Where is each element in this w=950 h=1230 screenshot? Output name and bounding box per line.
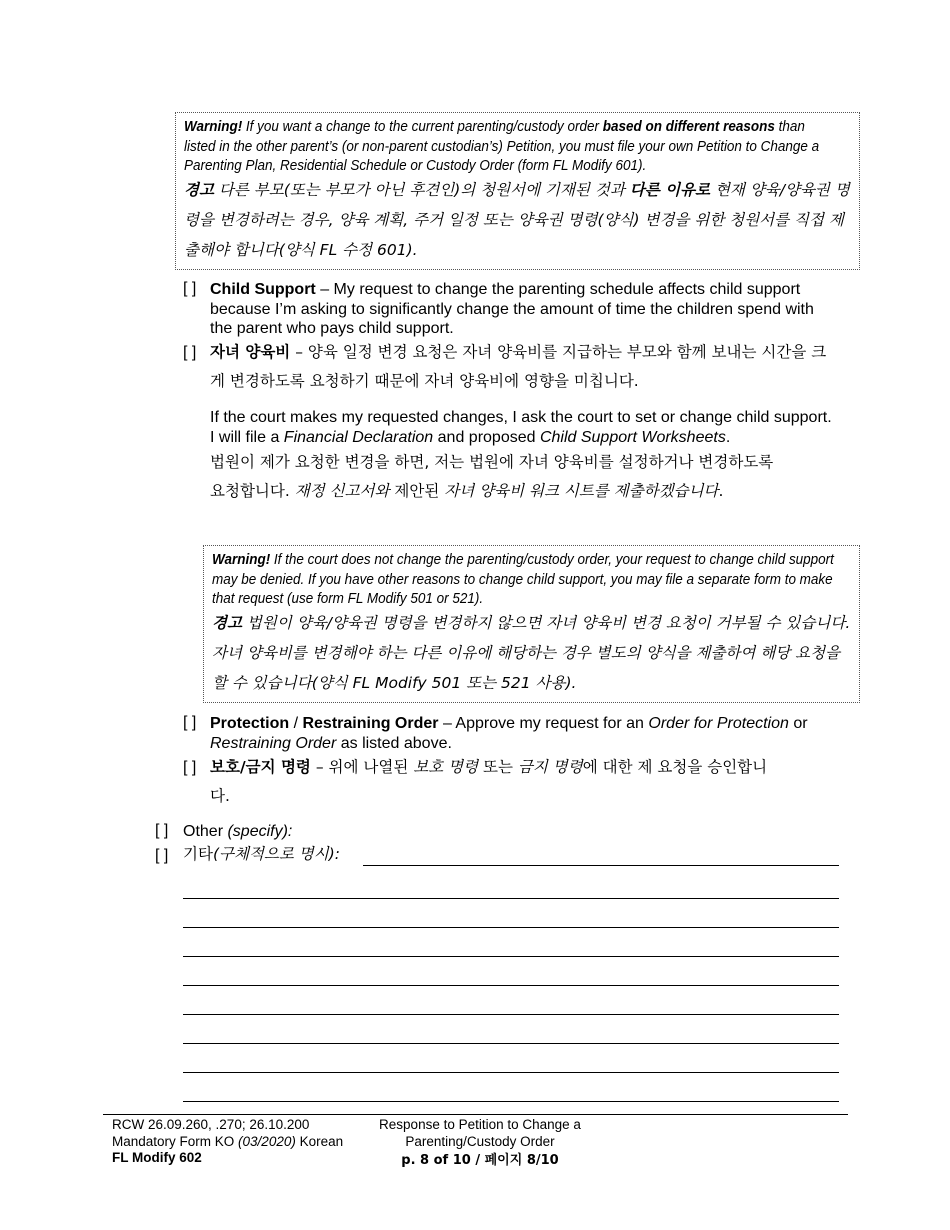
write-in-line[interactable] [183, 1043, 839, 1044]
write-in-line[interactable] [183, 1072, 839, 1073]
footer-center [360, 1117, 600, 1170]
footer-page-number: p. 8 of 10 / 페이지 8/10 [401, 1153, 559, 1168]
warning-box-child-support [203, 545, 860, 703]
write-in-line[interactable] [183, 956, 839, 957]
footer-left [112, 1117, 343, 1167]
protection-ko-checkbox[interactable]: [ ] [183, 759, 197, 776]
child-support-checkbox[interactable]: [ ] [183, 280, 197, 297]
protection-en: Protection / Restraining Order – Approve my request for an Order for Protection or Restraining Order as listed above. [210, 715, 808, 752]
child-support-court-en: If the court makes my requested changes, I ask the court to set or change child support. I will file a Financial Declaration and proposed Child Support Worksheets. [210, 409, 832, 446]
child-support-ko: 자녀 양육비 – 양육 일정 변경 요청은 자녀 양육비를 지급하는 부모와 함께 보내는 시간을 크게 변경하도록 요청하기 때문에 자녀 양육비에 영향을 미칩니다. [210, 343, 827, 390]
protection-ko: 보호/금지 명령 – 위에 나열된 보호 명령 또는 금지 명령에 대한 제 요청을 승인합니다. [210, 758, 768, 805]
footer-form-id: FL Modify 602 [112, 1150, 202, 1165]
footer-rcw: RCW 26.09.260, .270; 26.10.200 [112, 1117, 310, 1132]
warning-child-support-ko: 경고 법원이 양육/양육권 명령을 변경하지 않으면 자녀 양육비 변경 요청이 거부될 수 있습니다. 자녀 양육비를 변경해야 하는 다른 이유에 해당하는 경우 별도의 양식을 제출하여 해당 요청을 할 수 있습니다(양식 FL Modify 501 또는 521 사용). [212, 613, 851, 692]
write-in-line[interactable] [183, 985, 839, 986]
footer-divider [103, 1114, 848, 1115]
warning-custody-en: Warning! If you want a change to the current parenting/custody order based on different reasons than listed in the other parent’s (or non-parent custodian’s) Petition, you must file your own Petition to Change a Parenting Plan, Residential Schedule or Custody Order (form FL Modify 601). [184, 119, 820, 174]
protection-checkbox[interactable]: [ ] [183, 714, 197, 731]
warning-child-support-en: Warning! If the court does not change the parenting/custody order, your request to change child support may be denied. If you have other reasons to change child support, you may file a separate form to make that request (use form FL Modify 501 or 521). [212, 552, 834, 607]
other-checkbox[interactable]: [ ] [155, 822, 169, 839]
child-support-en: Child Support – My request to change the parenting schedule affects child support because I’m asking to significantly change the amount of time the children spend with the parent who pays child support. [210, 281, 814, 337]
other-specify-line[interactable] [363, 865, 839, 866]
other-ko-checkbox[interactable]: [ ] [155, 847, 169, 864]
write-in-line[interactable] [183, 898, 839, 899]
warning-custody-ko: 경고 다른 부모(또는 부모가 아닌 후견인)의 청원서에 기재된 것과 다른 이유로 현재 양육/양육권 명령을 변경하려는 경우, 양육 계획, 주거 일정 또는 양육권 명령(양식) 변경을 위한 청원서를 직접 제출해야 합니다(양식 FL 수정 601). [184, 180, 850, 259]
footer-title-2: Parenting/Custody Order [405, 1133, 555, 1149]
warning-box-custody [175, 112, 860, 270]
write-in-line[interactable] [183, 1014, 839, 1015]
other-ko: 기타(구체적으로 명시): [183, 845, 341, 863]
child-support-ko-checkbox[interactable]: [ ] [183, 344, 197, 361]
write-in-line[interactable] [183, 1101, 839, 1102]
child-support-court-ko: 법원이 제가 요청한 변경을 하면, 저는 법원에 자녀 양육비를 설정하거나 변경하도록 요청합니다. 재정 신고서와 제안된 자녀 양육비 워크 시트를 제출하겠습니다. [210, 453, 774, 500]
footer-title-1: Response to Petition to Change a [379, 1117, 581, 1132]
write-in-line[interactable] [183, 927, 839, 928]
footer-mandatory: Mandatory Form KO (03/2020) Korean [112, 1133, 344, 1149]
other-en: Other (specify): [183, 823, 293, 840]
